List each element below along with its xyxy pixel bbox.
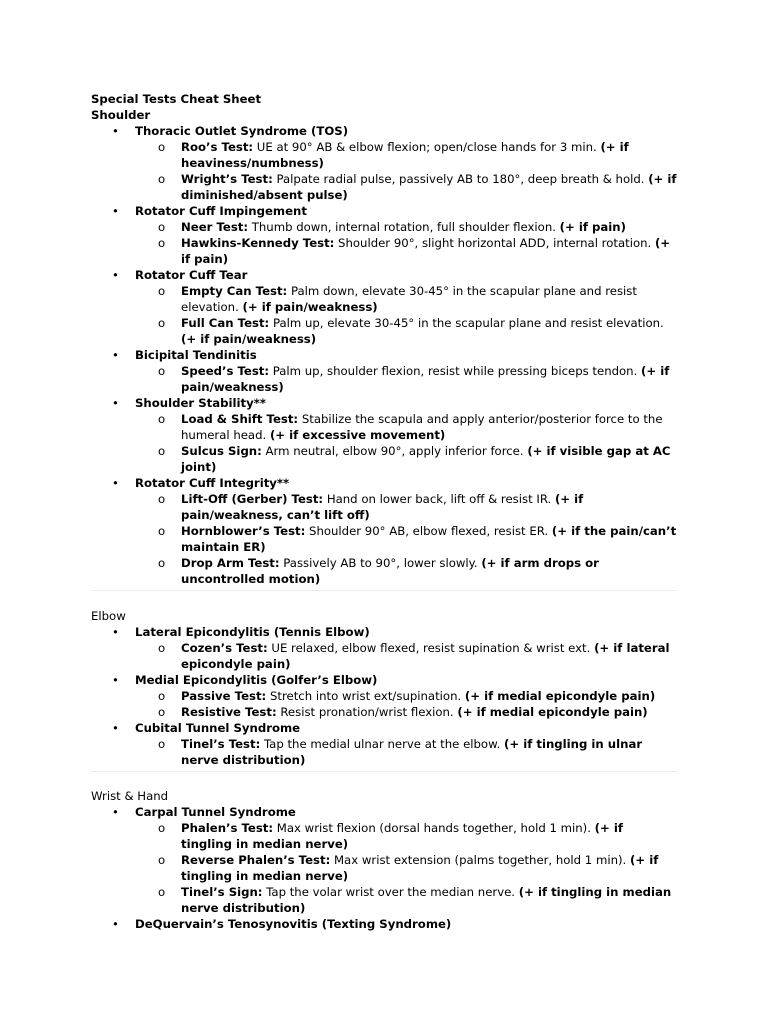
circle-bullet-icon: o: [158, 885, 166, 899]
test-name: Hornblower’s Test:: [181, 524, 306, 538]
test-description: Passively AB to 90°, lower slowly.: [279, 556, 482, 570]
topic-label: Shoulder Stability**: [135, 396, 266, 410]
circle-bullet-icon: o: [158, 821, 166, 835]
test-item: [91, 411, 677, 443]
test-item: [91, 491, 677, 523]
test-description: Shoulder 90°, slight horizontal ADD, internal rotation.: [334, 236, 655, 250]
circle-bullet-icon: o: [158, 220, 166, 234]
topic-label: Lateral Epicondylitis (Tennis Elbow): [135, 625, 370, 639]
circle-bullet-icon: o: [158, 412, 166, 426]
test-description: Palm up, elevate 30-45° in the scapular plane and resist elevation.: [269, 316, 664, 330]
test-name: Load & Shift Test:: [181, 412, 299, 426]
test-name: Wright’s Test:: [181, 172, 273, 186]
test-name: Speed’s Test:: [181, 364, 270, 378]
circle-bullet-icon: o: [158, 236, 166, 250]
test-result: (+ if pain/weakness): [242, 300, 378, 314]
test-result: (+ if arm drops or uncontrolled motion): [181, 556, 599, 586]
test-item: [91, 235, 677, 267]
test-name: Sulcus Sign:: [181, 444, 262, 458]
test-result: (+ if lateral epicondyle pain): [181, 641, 670, 671]
topic-item: [91, 395, 677, 411]
bullet-icon: •: [112, 721, 119, 735]
test-item: [91, 523, 677, 555]
test-description: Palm down, elevate 30-45° in the scapular plane and resist elevation.: [181, 284, 637, 314]
test-result: (+ if medial epicondyle pain): [457, 705, 648, 719]
test-item: [91, 555, 677, 587]
topic-item: [91, 475, 677, 491]
test-result: (+ if pain/weakness): [181, 332, 317, 346]
test-description: Palm up, shoulder flexion, resist while pressing biceps tendon.: [269, 364, 642, 378]
test-item: [91, 852, 677, 884]
test-name: Resistive Test:: [181, 705, 277, 719]
test-item: [91, 283, 677, 315]
circle-bullet-icon: o: [158, 492, 166, 506]
test-name: Full Can Test:: [181, 316, 270, 330]
test-item: [91, 443, 677, 475]
document-title: Special Tests Cheat Sheet: [91, 92, 262, 106]
test-description: Max wrist extension (palms together, hold 1 min).: [330, 853, 630, 867]
circle-bullet-icon: o: [158, 737, 166, 751]
topic-item: [91, 916, 677, 932]
test-item: [91, 736, 677, 768]
topic-item: [91, 672, 677, 688]
circle-bullet-icon: o: [158, 853, 166, 867]
topic-label: Thoracic Outlet Syndrome (TOS): [135, 124, 349, 138]
section-heading: Elbow: [91, 609, 126, 623]
section-shoulder: [91, 107, 677, 587]
test-name: Lift-Off (Gerber) Test:: [181, 492, 324, 506]
topic-label: Bicipital Tendinitis: [135, 348, 257, 362]
circle-bullet-icon: o: [158, 140, 166, 154]
topic-item: [91, 624, 677, 640]
bullet-icon: •: [112, 396, 119, 410]
test-description: Stretch into wrist ext/supination.: [266, 689, 465, 703]
circle-bullet-icon: o: [158, 172, 166, 186]
document-page: [91, 91, 677, 932]
test-result: (+ if the pain/can’t maintain ER): [181, 524, 677, 554]
section-heading: Shoulder: [91, 108, 151, 122]
topic-item: [91, 804, 677, 820]
bullet-icon: •: [112, 348, 119, 362]
test-item: [91, 704, 677, 720]
topic-item: [91, 347, 677, 363]
bullet-icon: •: [112, 476, 119, 490]
topic-label: DeQuervain’s Tenosynovitis (Texting Syndrome): [135, 917, 452, 931]
test-item: [91, 171, 677, 203]
test-result: (+ if tingling in median nerve distribution): [181, 885, 672, 915]
test-description: Tap the volar wrist over the median nerve.: [262, 885, 519, 899]
circle-bullet-icon: o: [158, 284, 166, 298]
test-name: Hawkins-Kennedy Test:: [181, 236, 335, 250]
test-description: Resist pronation/wrist flexion.: [276, 705, 458, 719]
topic-item: [91, 267, 677, 283]
test-description: Tap the medial ulnar nerve at the elbow.: [260, 737, 504, 751]
test-description: Palpate radial pulse, passively AB to 180°, deep breath & hold.: [272, 172, 649, 186]
test-name: Reverse Phalen’s Test:: [181, 853, 331, 867]
bullet-icon: •: [112, 625, 119, 639]
topic-item: [91, 123, 677, 139]
circle-bullet-icon: o: [158, 641, 166, 655]
bullet-icon: •: [112, 673, 119, 687]
test-item: [91, 315, 677, 347]
test-name: Drop Arm Test:: [181, 556, 280, 570]
test-item: [91, 688, 677, 704]
bullet-icon: •: [112, 124, 119, 138]
test-description: Arm neutral, elbow 90°, apply inferior force.: [261, 444, 528, 458]
test-result: (+ if pain): [181, 236, 671, 266]
topic-item: [91, 203, 677, 219]
test-name: Passive Test:: [181, 689, 267, 703]
topic-label: Rotator Cuff Tear: [135, 268, 248, 282]
test-result: (+ if medial epicondyle pain): [464, 689, 656, 703]
test-result: (+ if excessive movement): [269, 428, 446, 442]
test-result: (+ if tingling in ulnar nerve distribution): [181, 737, 643, 767]
test-item: [91, 820, 677, 852]
bullet-icon: •: [112, 917, 119, 931]
section-elbow: [91, 608, 677, 768]
circle-bullet-icon: o: [158, 316, 166, 330]
topic-label: Rotator Cuff Impingement: [135, 204, 307, 218]
bullet-icon: •: [112, 805, 119, 819]
test-name: Roo’s Test:: [181, 140, 254, 154]
test-item: [91, 884, 677, 916]
test-description: UE relaxed, elbow flexed, resist supination & wrist ext.: [267, 641, 595, 655]
bullet-icon: •: [112, 268, 119, 282]
circle-bullet-icon: o: [158, 364, 166, 378]
test-item: [91, 640, 677, 672]
test-result: (+ if pain/weakness, can’t lift off): [181, 492, 584, 522]
test-description: Shoulder 90° AB, elbow flexed, resist ER.: [305, 524, 552, 538]
test-result: (+ if diminished/absent pulse): [181, 172, 677, 202]
test-description: Max wrist flexion (dorsal hands together, hold 1 min).: [273, 821, 595, 835]
test-name: Empty Can Test:: [181, 284, 288, 298]
test-description: Hand on lower back, lift off & resist IR.: [323, 492, 555, 506]
test-result: (+ if visible gap at AC joint): [181, 444, 671, 474]
test-name: Tinel’s Sign:: [181, 885, 263, 899]
test-result: (+ if heaviness/numbness): [181, 140, 629, 170]
circle-bullet-icon: o: [158, 524, 166, 538]
test-name: Phalen’s Test:: [181, 821, 274, 835]
section-heading: Wrist & Hand: [91, 789, 169, 803]
test-result: (+ if tingling in median nerve): [181, 821, 623, 851]
circle-bullet-icon: o: [158, 705, 166, 719]
test-name: Cozen’s Test:: [181, 641, 268, 655]
test-name: Tinel’s Test:: [181, 737, 261, 751]
topic-label: Carpal Tunnel Syndrome: [135, 805, 296, 819]
test-description: UE at 90° AB & elbow flexion; open/close hands for 3 min.: [253, 140, 601, 154]
topic-label: Rotator Cuff Integrity**: [135, 476, 290, 490]
bullet-icon: •: [112, 204, 119, 218]
test-item: [91, 363, 677, 395]
circle-bullet-icon: o: [158, 689, 166, 703]
circle-bullet-icon: o: [158, 556, 166, 570]
topic-label: Medial Epicondylitis (Golfer’s Elbow): [135, 673, 378, 687]
test-item: [91, 139, 677, 171]
test-description: Thumb down, internal rotation, full shoulder flexion.: [248, 220, 560, 234]
circle-bullet-icon: o: [158, 444, 166, 458]
test-result: (+ if tingling in median nerve): [181, 853, 659, 883]
topic-item: [91, 720, 677, 736]
test-description: Stabilize the scapula and apply anterior/posterior force to the humeral head.: [181, 412, 663, 442]
test-item: [91, 219, 677, 235]
test-result: (+ if pain/weakness): [181, 364, 670, 394]
section-wrist-hand: [91, 788, 677, 932]
test-result: (+ if pain): [559, 220, 626, 234]
topic-label: Cubital Tunnel Syndrome: [135, 721, 301, 735]
test-name: Neer Test:: [181, 220, 249, 234]
